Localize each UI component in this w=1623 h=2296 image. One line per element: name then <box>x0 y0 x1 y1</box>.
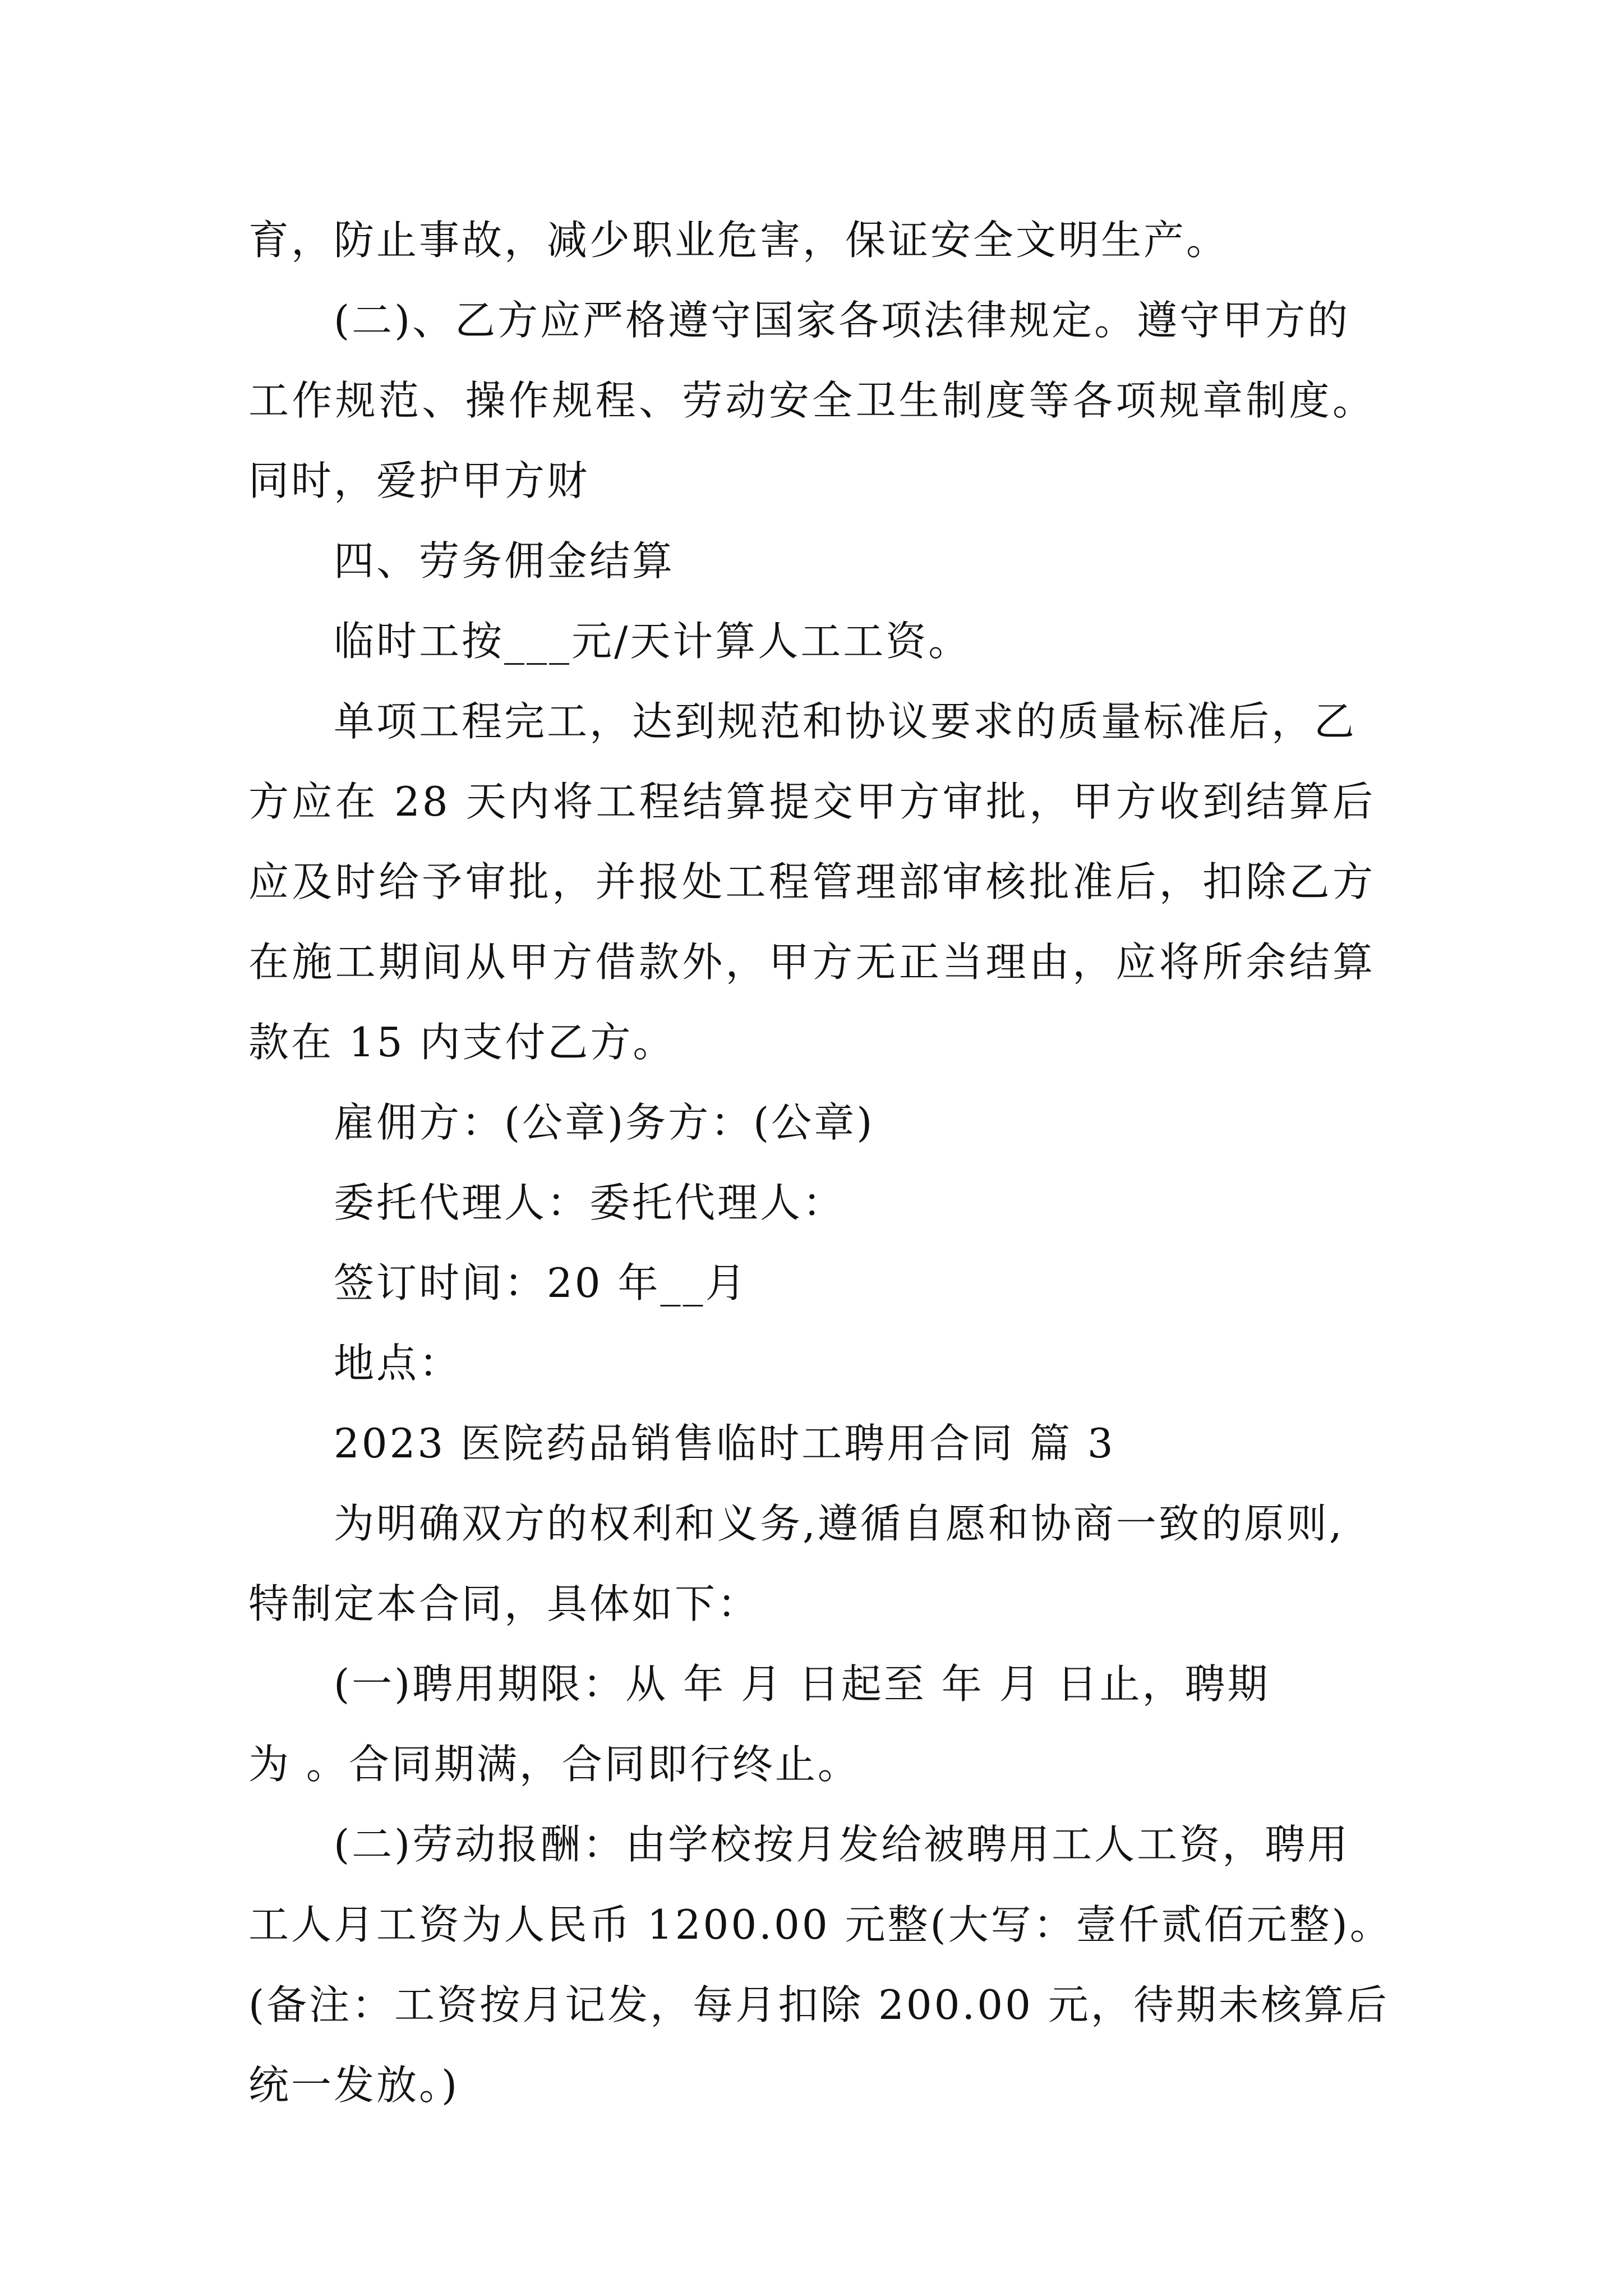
text-line: 工作规范、操作规程、劳动安全卫生制度等各项规章制度。 <box>248 377 1375 424</box>
text-line: 在施工期间从甲方借款外，甲方无正当理由，应将所余结算 <box>248 938 1375 986</box>
text-line: 临时工按___元/天计算人工工资。 <box>334 618 971 665</box>
text-line: 款在 15 内支付乙方。 <box>248 1019 676 1066</box>
text-line: 方应在 28 天内将工程结算提交甲方审批，甲方收到结算后 <box>248 778 1375 825</box>
text-line: 工人月工资为人民币 1200.00 元整(大写：壹仟贰佰元整)。 <box>248 1901 1393 1948</box>
section-heading: 四、劳务佣金结算 <box>334 537 675 585</box>
text-line: (二)、乙方应严格遵守国家各项法律规定。遵守甲方的 <box>334 297 1350 344</box>
text-line: 为 。合同期满，合同即行终止。 <box>248 1741 860 1788</box>
text-line: 育，防止事故，减少职业危害，保证安全文明生产。 <box>248 217 1229 264</box>
text-line: 签订时间：20 年__月 <box>334 1259 748 1306</box>
text-line: 雇佣方：(公章)务方：(公章) <box>334 1099 875 1146</box>
text-line: 特制定本合同，具体如下： <box>248 1580 760 1627</box>
section-title: 2023 医院药品销售临时工聘用合同 篇 3 <box>334 1420 1115 1467</box>
text-line: 同时，爱护甲方财 <box>248 457 590 504</box>
text-line: 单项工程完工，达到规范和协议要求的质量标准后，乙 <box>334 698 1357 745</box>
text-line: 为明确双方的权利和义务,遵循自愿和协商一致的原则, <box>334 1500 1344 1547</box>
text-line: 委托代理人：委托代理人： <box>334 1179 846 1226</box>
text-line: 地点： <box>334 1340 462 1387</box>
text-line: 统一发放。) <box>248 2062 460 2109</box>
text-line: (备注：工资按月记发，每月扣除 200.00 元，待期未核算后 <box>248 1981 1389 2028</box>
text-line: (二)劳动报酬：由学校按月发给被聘用工人工资，聘用 <box>334 1821 1350 1868</box>
text-line: (一)聘用期限：从 年 月 日起至 年 月 日止，聘期 <box>334 1660 1270 1708</box>
text-line: 应及时给予审批，并报处工程管理部审核批准后，扣除乙方 <box>248 858 1375 905</box>
